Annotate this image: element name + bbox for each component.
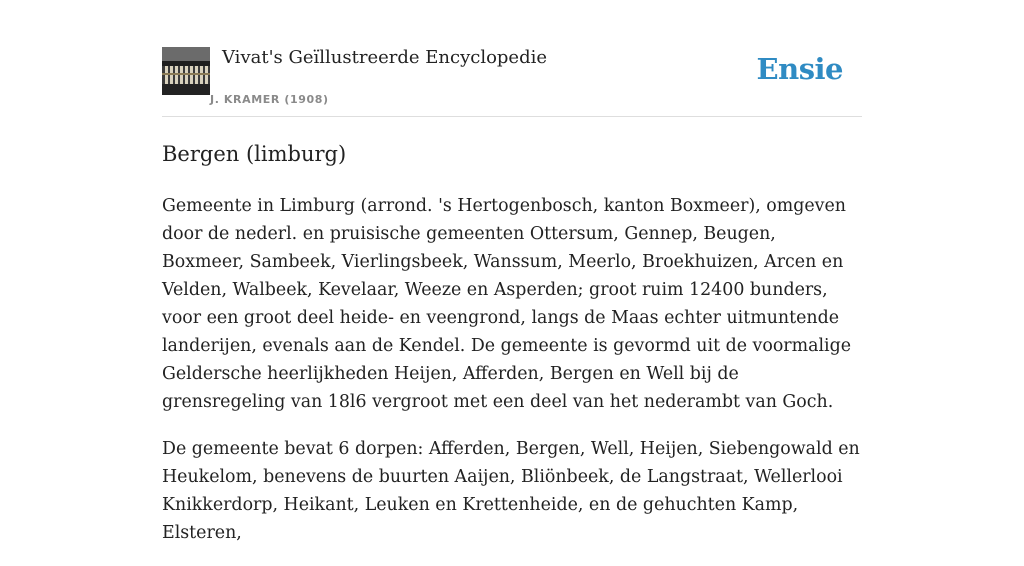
article-body	[162, 192, 862, 566]
article-paragraph: Gemeente in Limburg (arrond. 's Hertogenbosch, kanton Boxmeer), omgeven door de nederl. en pruisische gemeenten Ottersum, Gennep, Beugen, Boxmeer, Sambeek, Vierlingsbeek, Wanssum, Meerlo, Broekhuizen, Arcen en Velden, Walbeek, Kevelaar, Weeze en Asperden; groot ruim 12400 bunders, voor een groot deel heide- en veengrond, langs de Maas echter uitmuntende landerijen, evenals aan de Kendel. De gemeente is gevormd uit de voormalige Geldersche heerlijkheden Heijen, Afferden, Bergen en Well bij de grensregeling van 18l6 vergroot met een deel van het nederambt van Goch.	[162, 196, 852, 412]
book-spines-icon	[162, 47, 210, 95]
ensie-logo[interactable]: Ensie	[756, 52, 843, 86]
source-title[interactable]: Vivat's Geïllustreerde Encyclopedie	[222, 47, 548, 68]
source-author: J. KRAMER (1908)	[210, 93, 329, 106]
article-paragraph: De gemeente bevat 6 dorpen: Afferden, Bergen, Well, Heijen, Siebengowald en Heukelom, benevens de buurten Aaijen, Bliönbeek, de Langstraat, Wellerlooi Knikkerdorp, Heikant, Leuken en Krettenheide, en de gehuchten Kamp, Elsteren,	[162, 439, 860, 543]
article-title: Bergen (limburg)	[162, 142, 347, 166]
source-avatar[interactable]	[162, 47, 210, 95]
source-header	[162, 46, 862, 117]
